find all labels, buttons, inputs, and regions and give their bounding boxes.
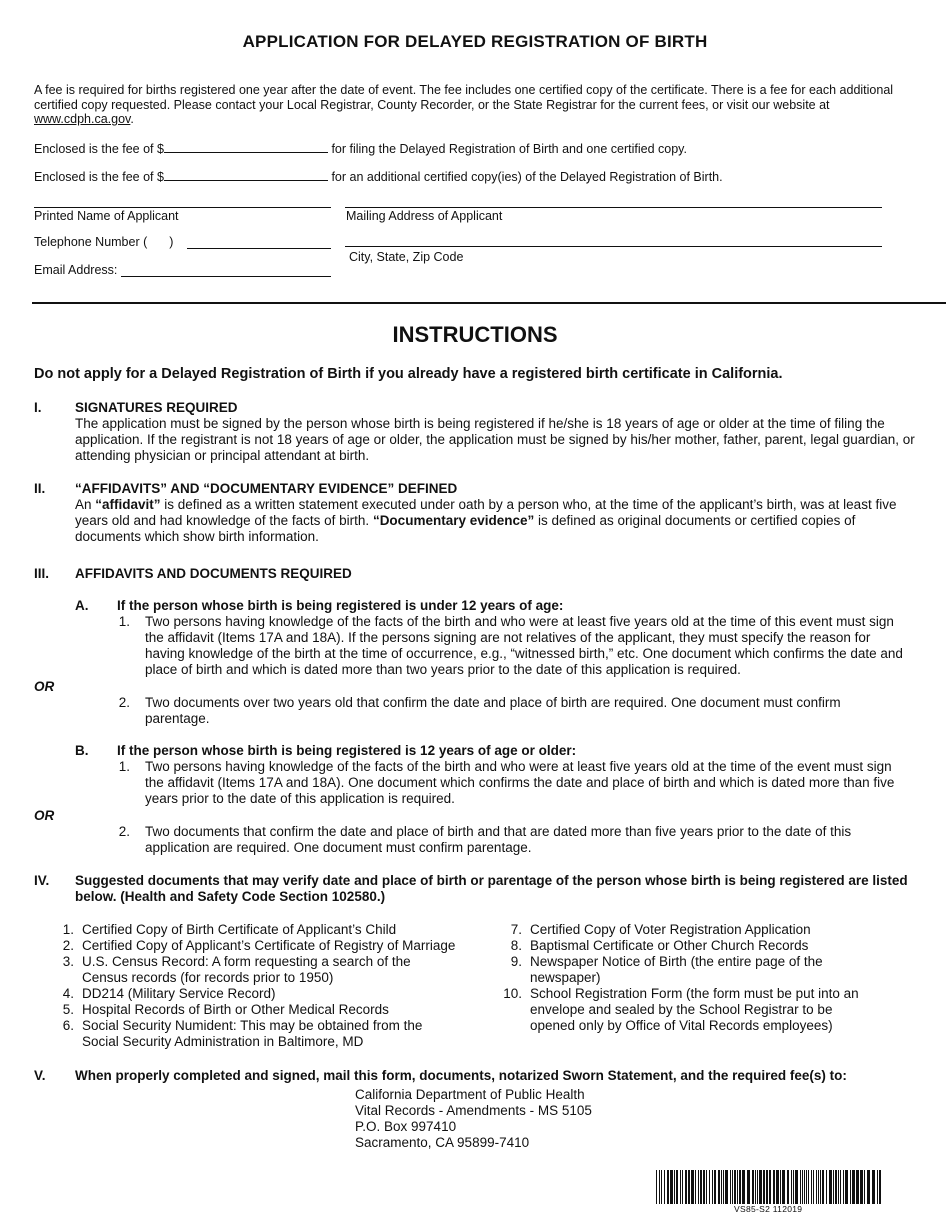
list-item <box>54 986 494 1002</box>
list-item-text: Certified Copy of Birth Certificate of Applicant’s Child <box>82 922 397 937</box>
barcode-bar <box>688 1170 690 1204</box>
barcode-bar <box>820 1170 821 1204</box>
barcode-bar <box>776 1170 779 1204</box>
barcode-bar <box>698 1170 699 1204</box>
fee-intro-text: A fee is required for births registered one year after the date of event. The fee includes one certified copy of the certificate. There is a fee for each additional certified copy requested. Please contact your Local Registrar, County Recorder, or the State Registrar for the current fees, or visit our website at <box>34 83 894 112</box>
barcode-bar <box>682 1170 683 1204</box>
barcode-bar <box>732 1170 733 1204</box>
barcode-bar <box>860 1170 863 1204</box>
barcode-bar <box>742 1170 745 1204</box>
list-item-text: Baptismal Certificate or Other Church Records <box>530 938 809 953</box>
address-line: Vital Records - Amendments - MS 5105 <box>355 1103 592 1118</box>
fee-filing-amount-field[interactable] <box>164 140 328 153</box>
barcode-bar <box>835 1170 837 1204</box>
barcode-bar <box>725 1170 728 1204</box>
section-2-numeral: II. <box>34 481 46 496</box>
fee-filing-prefix: Enclosed is the fee of $ <box>34 142 164 156</box>
barcode-bar <box>763 1170 765 1204</box>
barcode-bar <box>712 1170 713 1204</box>
barcode-bar <box>706 1170 707 1204</box>
section-2-text-b: is defined as a written statement executed under oath by a person who, at the time of the applicant’s birth, was at least five years old and had knowledge of the facts of birth. <box>75 497 897 528</box>
list-item-number: 6. <box>62 1018 74 1033</box>
list-item <box>54 1018 494 1050</box>
barcode-bar <box>877 1170 878 1204</box>
list-item <box>54 938 494 954</box>
fee-intro-paragraph <box>34 83 904 127</box>
barcode-bar <box>685 1170 687 1204</box>
section-5-numeral: V. <box>34 1068 46 1083</box>
list-item <box>54 1002 494 1018</box>
barcode-bar <box>787 1170 789 1204</box>
section-2-body <box>75 497 920 545</box>
list-item-text: Newspaper Notice of Birth (the entire page of the newspaper) <box>530 954 823 985</box>
telephone-label <box>34 235 173 249</box>
barcode-bar <box>664 1170 665 1204</box>
list-item-number: 9. <box>510 954 522 969</box>
mailing-address <box>355 1087 592 1151</box>
document-list-left <box>54 922 494 1050</box>
item-3a1-number: 1. <box>118 614 130 629</box>
list-item-number: 3. <box>62 954 74 969</box>
barcode-bar <box>843 1170 844 1204</box>
barcode-bar <box>752 1170 754 1204</box>
barcode <box>656 1170 882 1204</box>
barcode-bar <box>856 1170 859 1204</box>
section-2-text-a: An <box>75 497 96 512</box>
barcode-bar <box>759 1170 762 1204</box>
barcode-bar <box>703 1170 705 1204</box>
barcode-bar <box>723 1170 724 1204</box>
section-2-heading: “AFFIDAVITS” AND “DOCUMENTARY EVIDENCE” DEFINED <box>75 481 458 496</box>
barcode-bar <box>734 1170 736 1204</box>
list-item-number: 4. <box>62 986 74 1001</box>
barcode-bar <box>695 1170 696 1204</box>
barcode-bar <box>670 1170 673 1204</box>
barcode-bar <box>766 1170 768 1204</box>
mailing-address-label: Mailing Address of Applicant <box>346 209 503 223</box>
barcode-bar <box>804 1170 805 1204</box>
barcode-bar <box>659 1170 660 1204</box>
page-title: APPLICATION FOR DELAYED REGISTRATION OF BIRTH <box>242 32 708 51</box>
telephone-field[interactable] <box>187 248 331 249</box>
section-4-numeral: IV. <box>34 873 50 888</box>
list-item <box>54 954 494 986</box>
barcode-bar <box>667 1170 669 1204</box>
barcode-bar <box>691 1170 694 1204</box>
barcode-bar <box>730 1170 731 1204</box>
address-line: California Department of Public Health <box>355 1087 585 1102</box>
barcode-bar <box>782 1170 785 1204</box>
barcode-bar <box>838 1170 839 1204</box>
printed-name-field[interactable] <box>34 207 331 208</box>
section-4-heading: Suggested documents that may verify date and place of birth or parentage of the person whose birth is being registered are listed below. (Health and Safety Code Section 102580.) <box>75 873 908 904</box>
section-1-numeral: I. <box>34 400 42 415</box>
city-state-zip-label: City, State, Zip Code <box>349 250 464 264</box>
section-3-heading: AFFIDAVITS AND DOCUMENTS REQUIRED <box>75 566 352 581</box>
barcode-bar <box>806 1170 807 1204</box>
form-id: VS85-S2 112019 <box>734 1204 803 1214</box>
section-divider <box>32 302 946 304</box>
barcode-bar <box>833 1170 834 1204</box>
item-3b1-number: 1. <box>118 759 130 774</box>
item-3b2-text: Two documents that confirm the date and place of birth and that are dated more than five years prior to the date of this application are required. One document must confirm parentage. <box>145 824 852 855</box>
barcode-bar <box>808 1170 809 1204</box>
barcode-bar <box>795 1170 798 1204</box>
list-item <box>494 954 894 986</box>
fee-filing-suffix: for filing the Delayed Registration of Birth and one certified copy. <box>331 142 687 156</box>
section-1 <box>75 400 920 464</box>
fee-intro-end: . <box>130 112 134 126</box>
list-item <box>54 922 494 938</box>
list-item <box>494 938 894 954</box>
item-3b1-text: Two persons having knowledge of the facts of the birth and who were at least five years old at the time of the event must sign the affidavit (Items 17A and 18A). One document which confirms the date and place of birth and which is dated more than five years prior to the date of this application is required. <box>145 759 895 806</box>
barcode-bar <box>700 1170 702 1204</box>
barcode-bar <box>816 1170 817 1204</box>
barcode-bar <box>811 1170 812 1204</box>
barcode-bar <box>661 1170 662 1204</box>
address-line: Sacramento, CA 95899-7410 <box>355 1135 530 1150</box>
mailing-address-field[interactable] <box>345 207 882 208</box>
barcode-bar <box>800 1170 801 1204</box>
item-3a2-number: 2. <box>118 695 130 710</box>
barcode-bar <box>879 1170 881 1204</box>
barcode-bar <box>714 1170 716 1204</box>
barcode-bar <box>718 1170 720 1204</box>
website-link[interactable]: www.cdph.ca.gov <box>34 112 131 126</box>
barcode-bar <box>818 1170 819 1204</box>
documentary-evidence-term: “Documentary evidence” <box>372 513 535 528</box>
list-item-number: 1. <box>62 922 74 937</box>
barcode-bar <box>872 1170 875 1204</box>
affidavit-term: “affidavit” <box>95 497 161 512</box>
fee-additional-prefix: Enclosed is the fee of $ <box>34 170 164 184</box>
email-label: Email Address: <box>34 263 118 277</box>
telephone-label-text: Telephone Number ( <box>34 235 148 249</box>
list-item <box>494 986 894 1034</box>
section-3b-heading: If the person whose birth is being registered is 12 years of age or older: <box>117 743 577 758</box>
barcode-bar <box>709 1170 710 1204</box>
list-item-text: School Registration Form (the form must be put into an envelope and sealed by the School Registrar to be opened only by Office of Vital Records employees) <box>530 986 859 1033</box>
barcode-bar <box>780 1170 781 1204</box>
list-item-number: 8. <box>510 938 522 953</box>
list-item <box>494 922 894 938</box>
warning-notice: Do not apply for a Delayed Registration of Birth if you already have a registered birth certificate in California. <box>34 366 783 382</box>
or-label-1: OR <box>34 679 55 694</box>
list-item-number: 2. <box>62 938 74 953</box>
barcode-bar <box>845 1170 848 1204</box>
address-line: P.O. Box 997410 <box>355 1119 457 1134</box>
section-1-heading: SIGNATURES REQUIRED <box>75 400 238 415</box>
list-item-text: Certified Copy of Applicant’s Certificate of Registry of Marriage <box>82 938 456 953</box>
city-state-zip-field[interactable] <box>345 246 882 247</box>
barcode-bar <box>813 1170 814 1204</box>
item-3b2-number: 2. <box>118 824 130 839</box>
barcode-bar <box>850 1170 851 1204</box>
barcode-bar <box>680 1170 681 1204</box>
barcode-bar <box>822 1170 824 1204</box>
barcode-bar <box>656 1170 657 1204</box>
item-3a1-text: Two persons having knowledge of the facts of the birth and who were at least five years old at the time of this event must sign the affidavit (Items 17A and 18A). If the persons signing are not relatives of the applicant, they must specify the reason for having knowledge of the birth at the time of occurrence, e.g., “witnessed birth,” etc. One document which confirms the date and place of birth and which is dated more than two years prior to the date of this application is required. <box>145 614 903 677</box>
barcode-bar <box>826 1170 827 1204</box>
barcode-bar <box>867 1170 870 1204</box>
section-1-body: The application must be signed by the person whose birth is being registered if he/she is 18 years of age or older at the time of filing the application. If the registrant is not 18 years of age or older, the application must be signed by his/her mother, father, parent, legal guardian, or attending physician or principal attendant at birth. <box>75 416 915 463</box>
barcode-bar <box>791 1170 792 1204</box>
barcode-bar <box>864 1170 865 1204</box>
fee-additional-suffix: for an additional certified copy(ies) of the Delayed Registration of Birth. <box>331 170 723 184</box>
section-5-heading: When properly completed and signed, mail this form, documents, notarized Sworn Statement, and the required fee(s) to: <box>75 1068 847 1083</box>
section-2 <box>75 481 920 545</box>
instructions-heading: INSTRUCTIONS <box>392 322 558 347</box>
barcode-bar <box>721 1170 722 1204</box>
barcode-bar <box>674 1170 675 1204</box>
list-item-number: 10. <box>503 986 522 1001</box>
fee-line-filing <box>34 140 687 156</box>
section-3a-letter: A. <box>75 598 89 613</box>
fee-line-additional <box>34 168 723 184</box>
list-item-text: U.S. Census Record: A form requesting a search of the Census records (for records prior to 1950) <box>82 954 411 985</box>
fee-additional-amount-field[interactable] <box>164 168 328 181</box>
barcode-bar <box>757 1170 758 1204</box>
barcode-bar <box>755 1170 756 1204</box>
printed-name-label: Printed Name of Applicant <box>34 209 179 223</box>
barcode-bar <box>840 1170 841 1204</box>
list-item-text: DD214 (Military Service Record) <box>82 986 276 1001</box>
section-3-numeral: III. <box>34 566 50 581</box>
barcode-bar <box>773 1170 775 1204</box>
section-2-text-c: is defined as original documents or certified copies of documents which show birth information. <box>75 513 856 544</box>
barcode-bar <box>793 1170 794 1204</box>
barcode-bar <box>769 1170 771 1204</box>
barcode-bar <box>829 1170 832 1204</box>
barcode-bar <box>737 1170 738 1204</box>
barcode-bar <box>802 1170 803 1204</box>
section-3a-heading: If the person whose birth is being registered is under 12 years of age: <box>117 598 564 613</box>
or-label-2: OR <box>34 808 55 823</box>
document-list-right <box>494 922 894 1034</box>
list-item-text: Certified Copy of Voter Registration Application <box>530 922 811 937</box>
list-item-number: 7. <box>510 922 522 937</box>
telephone-paren: ) <box>169 235 174 249</box>
email-field[interactable] <box>121 276 331 277</box>
barcode-bar <box>739 1170 741 1204</box>
list-item-number: 5. <box>62 1002 74 1017</box>
barcode-bar <box>852 1170 855 1204</box>
list-item-text: Social Security Numident: This may be obtained from the Social Security Administration in Baltimore, MD <box>82 1018 423 1049</box>
item-3a2-text: Two documents over two years old that confirm the date and place of birth are required. One document must confirm parentage. <box>145 695 841 726</box>
barcode-bar <box>747 1170 750 1204</box>
barcode-bar <box>676 1170 678 1204</box>
section-3b-letter: B. <box>75 743 89 758</box>
list-item-text: Hospital Records of Birth or Other Medical Records <box>82 1002 389 1017</box>
